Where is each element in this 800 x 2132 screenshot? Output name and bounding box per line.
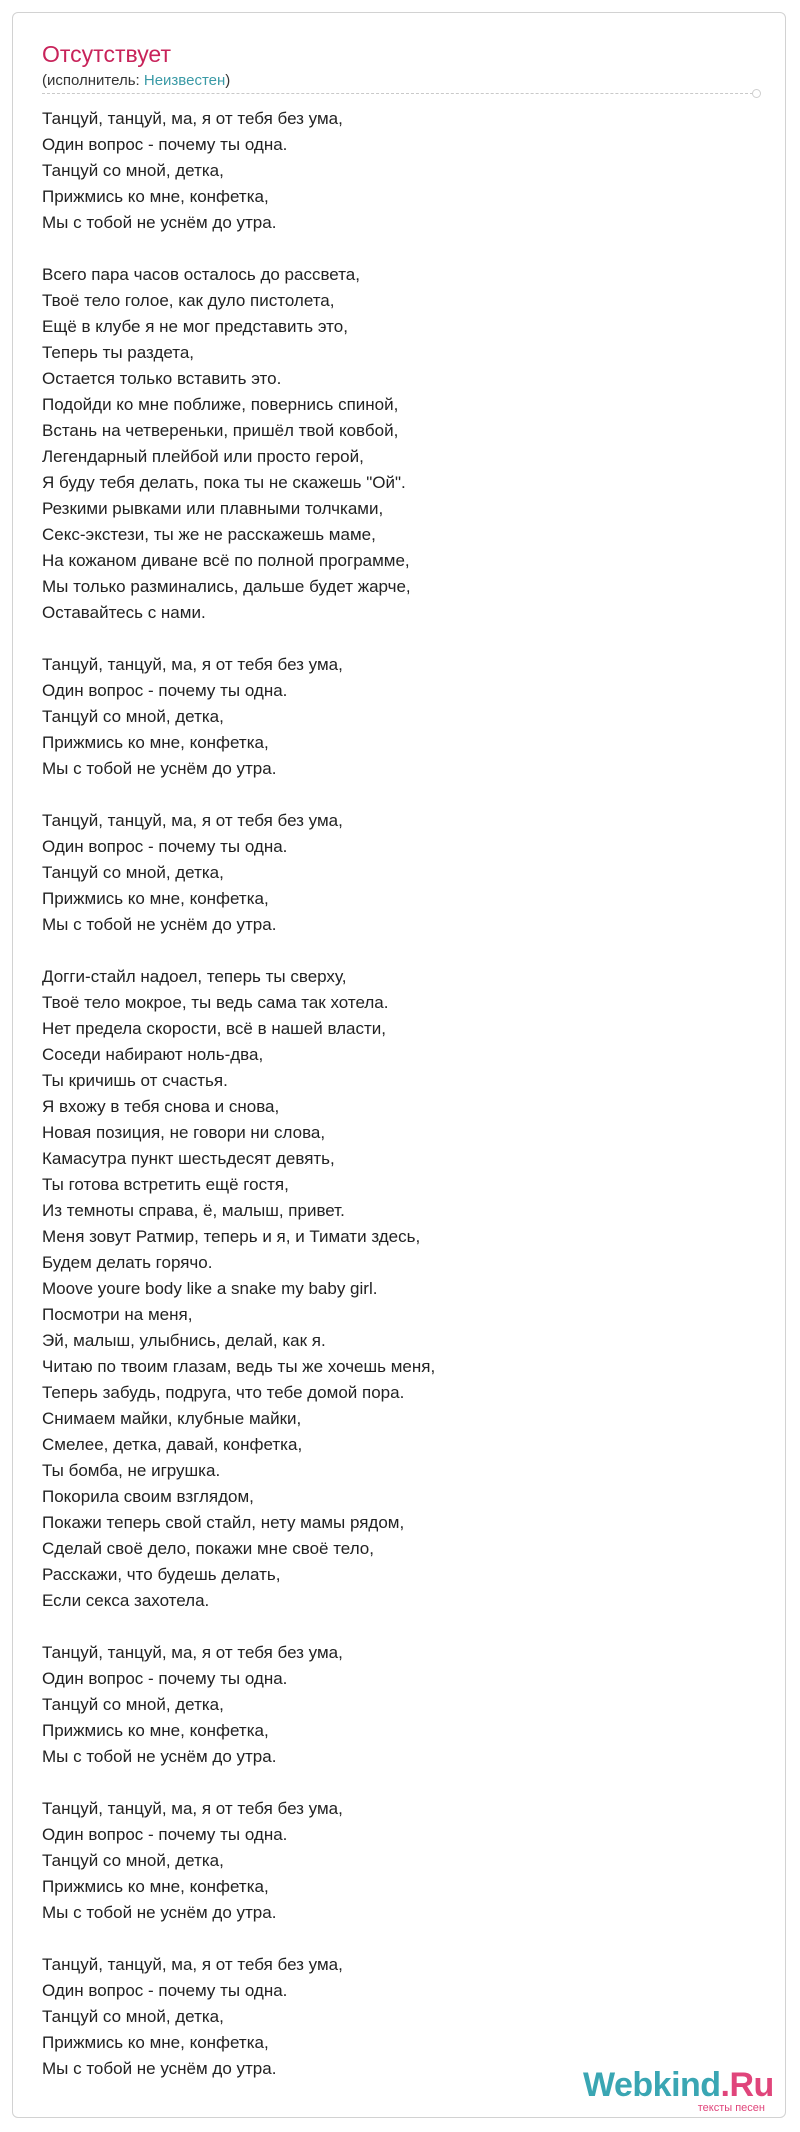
lyrics-line: Я вхожу в тебя снова и снова, bbox=[42, 1097, 280, 1116]
lyrics-line: Танцуй со мной, детка, bbox=[42, 863, 224, 882]
lyrics-line: Нет предела скорости, всё в нашей власти, bbox=[42, 1019, 386, 1038]
lyrics-line: Покорила своим взглядом, bbox=[42, 1487, 254, 1506]
lyrics-line: Расскажи, что будешь делать, bbox=[42, 1565, 281, 1584]
divider-end-circle bbox=[752, 89, 761, 98]
lyrics-line: Танцуй со мной, детка, bbox=[42, 707, 224, 726]
lyrics-line: Танцуй, танцуй, ма, я от тебя без ума, bbox=[42, 109, 343, 128]
song-title: Отсутствует bbox=[42, 41, 171, 67]
lyrics-line: Будем делать горячо. bbox=[42, 1253, 213, 1272]
lyrics-line: Смелее, детка, давай, конфетка, bbox=[42, 1435, 303, 1454]
lyrics-line: Танцуй со мной, детка, bbox=[42, 1695, 224, 1714]
lyrics-line: Легендарный плейбой или просто герой, bbox=[42, 447, 364, 466]
lyrics-line: Танцуй со мной, детка, bbox=[42, 2007, 224, 2026]
lyrics-line: Прижмись ко мне, конфетка, bbox=[42, 1721, 269, 1740]
lyrics-line: Танцуй со мной, детка, bbox=[42, 1851, 224, 1870]
lyrics-line: Ты кричишь от счастья. bbox=[42, 1071, 228, 1090]
lyrics-line: Новая позиция, не говори ни слова, bbox=[42, 1123, 326, 1142]
lyrics-line: Прижмись ко мне, конфетка, bbox=[42, 1877, 269, 1896]
lyrics-line: Танцуй со мной, детка, bbox=[42, 161, 224, 180]
lyrics-stanza bbox=[42, 964, 742, 1614]
lyrics-stanza bbox=[42, 262, 742, 626]
lyrics-stanza bbox=[42, 106, 742, 236]
lyrics-line: Остается только вставить это. bbox=[42, 369, 282, 388]
lyrics-line: Покажи теперь свой стайл, нету мамы рядом, bbox=[42, 1513, 405, 1532]
lyrics-stanza bbox=[42, 652, 742, 782]
lyrics-line: Мы с тобой не уснём до утра. bbox=[42, 2059, 277, 2078]
lyrics-line: Ты бомба, не игрушка. bbox=[42, 1461, 221, 1480]
performer-line bbox=[42, 72, 230, 90]
lyrics-line: Снимаем майки, клубные майки, bbox=[42, 1409, 302, 1428]
lyrics-line: Теперь забудь, подруга, что тебе домой пора. bbox=[42, 1383, 405, 1402]
logo-name: Webkind bbox=[583, 2066, 721, 2104]
lyrics-line: Секс-экстези, ты же не расскажешь маме, bbox=[42, 525, 376, 544]
performer-prefix: (исполнитель: bbox=[42, 72, 144, 89]
site-logo[interactable] bbox=[583, 2066, 773, 2118]
lyrics-stanza bbox=[42, 1640, 742, 1770]
lyrics-line: Подойди ко мне поближе, повернись спиной, bbox=[42, 395, 399, 414]
lyrics-line: Мы с тобой не уснём до утра. bbox=[42, 915, 277, 934]
lyrics-line: Твоё тело голое, как дуло пистолета, bbox=[42, 291, 335, 310]
logo-wordmark bbox=[583, 2066, 774, 2104]
lyrics-line: Сделай своё дело, покажи мне своё тело, bbox=[42, 1539, 374, 1558]
lyrics-line: Читаю по твоим глазам, ведь ты же хочешь меня, bbox=[42, 1357, 436, 1376]
lyrics-line: Догги-стайл надоел, теперь ты сверху, bbox=[42, 967, 347, 986]
lyrics-line: Прижмись ко мне, конфетка, bbox=[42, 187, 269, 206]
lyrics-line: Танцуй, танцуй, ма, я от тебя без ума, bbox=[42, 1643, 343, 1662]
lyrics-line: Встань на четвереньки, пришёл твой ковбой, bbox=[42, 421, 399, 440]
lyrics-line: Из темноты справа, ё, малыш, привет. bbox=[42, 1201, 345, 1220]
lyrics-stanza bbox=[42, 808, 742, 938]
lyrics-line: Moove youre body like a snake my baby girl. bbox=[42, 1279, 378, 1298]
lyrics-line: Резкими рывками или плавными толчками, bbox=[42, 499, 384, 518]
lyrics-line: Мы с тобой не уснём до утра. bbox=[42, 213, 277, 232]
lyrics-line: Один вопрос - почему ты одна. bbox=[42, 1669, 288, 1688]
lyrics-line: Мы только разминались, дальше будет жарче, bbox=[42, 577, 411, 596]
lyrics-line: Соседи набирают ноль-два, bbox=[42, 1045, 264, 1064]
lyrics-line: Ты готова встретить ещё гостя, bbox=[42, 1175, 289, 1194]
lyrics-line: Камасутра пункт шестьдесят девять, bbox=[42, 1149, 335, 1168]
lyrics-stanza bbox=[42, 1796, 742, 1926]
lyrics-line: Если секса захотела. bbox=[42, 1591, 210, 1610]
lyrics-line: Прижмись ко мне, конфетка, bbox=[42, 889, 269, 908]
lyrics-line: Оставайтесь с нами. bbox=[42, 603, 206, 622]
lyrics-line: Один вопрос - почему ты одна. bbox=[42, 135, 288, 154]
lyrics-line: Танцуй, танцуй, ма, я от тебя без ума, bbox=[42, 1799, 343, 1818]
lyrics-line: Я буду тебя делать, пока ты не скажешь "Ой". bbox=[42, 473, 406, 492]
lyrics-line: Эй, малыш, улыбнись, делай, как я. bbox=[42, 1331, 326, 1350]
lyrics-body bbox=[42, 106, 742, 2108]
lyrics-line: Прижмись ко мне, конфетка, bbox=[42, 733, 269, 752]
lyrics-line: Мы с тобой не уснём до утра. bbox=[42, 1747, 277, 1766]
logo-tld: .Ru bbox=[720, 2066, 774, 2104]
lyrics-line: Посмотри на меня, bbox=[42, 1305, 193, 1324]
performer-link[interactable]: Неизвестен bbox=[143, 72, 226, 89]
lyrics-line: Мы с тобой не уснём до утра. bbox=[42, 1903, 277, 1922]
lyrics-line: Теперь ты раздета, bbox=[42, 343, 195, 362]
lyrics-line: На кожаном диване всё по полной программе, bbox=[42, 551, 410, 570]
lyrics-line: Мы с тобой не уснём до утра. bbox=[42, 759, 277, 778]
lyrics-line: Меня зовут Ратмир, теперь и я, и Тимати здесь, bbox=[42, 1227, 421, 1246]
lyrics-line: Ещё в клубе я не мог представить это, bbox=[42, 317, 348, 336]
lyrics-line: Танцуй, танцуй, ма, я от тебя без ума, bbox=[42, 811, 343, 830]
lyrics-line: Прижмись ко мне, конфетка, bbox=[42, 2033, 269, 2052]
lyrics-line: Всего пара часов осталось до рассвета, bbox=[42, 265, 360, 284]
logo-tagline: тексты песен bbox=[697, 2102, 765, 2114]
lyrics-stanza bbox=[42, 1952, 742, 2082]
lyrics-line: Танцуй, танцуй, ма, я от тебя без ума, bbox=[42, 655, 343, 674]
lyrics-line: Твоё тело мокрое, ты ведь сама так хотела. bbox=[42, 993, 389, 1012]
lyrics-line: Один вопрос - почему ты одна. bbox=[42, 681, 288, 700]
lyrics-line: Танцуй, танцуй, ма, я от тебя без ума, bbox=[42, 1955, 343, 1974]
lyrics-line: Один вопрос - почему ты одна. bbox=[42, 1981, 288, 2000]
performer-suffix: ) bbox=[225, 72, 231, 89]
lyrics-line: Один вопрос - почему ты одна. bbox=[42, 837, 288, 856]
lyrics-line: Один вопрос - почему ты одна. bbox=[42, 1825, 288, 1844]
header-divider bbox=[42, 93, 758, 94]
